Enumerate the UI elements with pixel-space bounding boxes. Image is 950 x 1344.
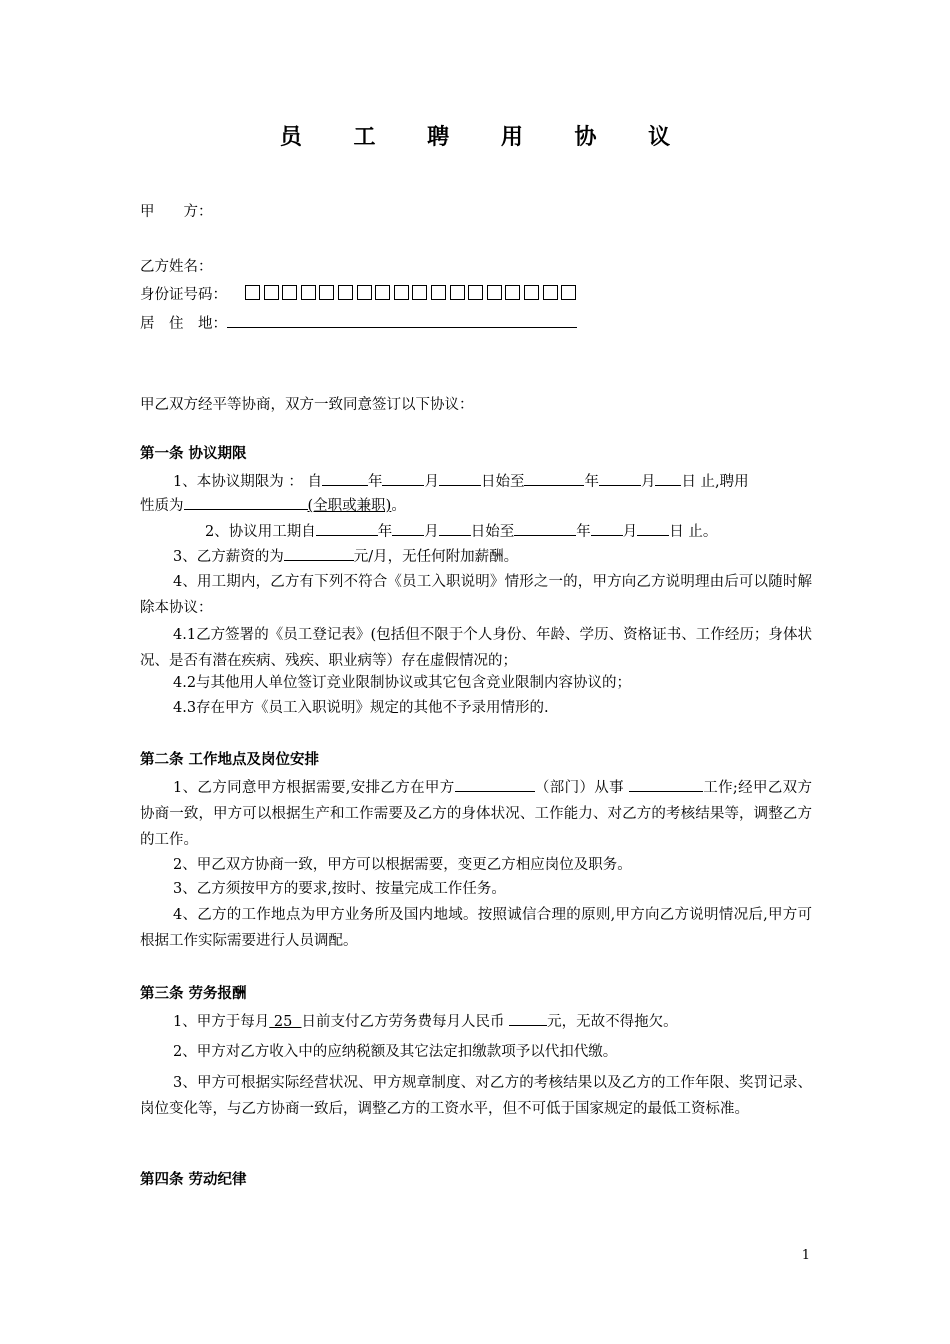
blank-job (629, 776, 703, 792)
id-digit-box (301, 285, 316, 300)
article2-p2: 2、甲乙双方协商一致，甲方可以根据需要，变更乙方相应岗位及职务。 (173, 857, 632, 873)
department-label: （部门）从事 (534, 780, 624, 796)
article3-heading: 第三条 劳务报酬 (140, 985, 247, 1002)
id-digit-box (543, 285, 558, 300)
party-a-field (140, 200, 820, 224)
id-digit-box (431, 285, 446, 300)
id-digit-box (394, 285, 409, 300)
article3-p1-end: 元，无故不得拖欠。 (547, 1014, 678, 1030)
label-year: 年 (377, 524, 393, 540)
article4-heading: 第四条 劳动纪律 (140, 1171, 247, 1188)
blank-start-year (322, 470, 368, 486)
address-blank (227, 312, 577, 328)
label-year: 年 (367, 474, 383, 490)
id-digit-box (338, 285, 353, 300)
id-number-label: 身份证号码： (140, 287, 227, 303)
article2-p3: 3、乙方须按甲方的要求,按时、按量完成工作任务。 (173, 881, 506, 897)
id-digit-box (505, 285, 520, 300)
article1-p4: 4、用工期内，乙方有下列不符合《员工入职说明》情形之一的，甲方向乙方说明理由后可以随时解除本协议： (140, 574, 812, 616)
id-digit-box (245, 285, 260, 300)
nature-label: 性质为 (140, 498, 184, 514)
article1-heading: 第一条 协议期限 (140, 445, 247, 462)
article1-p4-1: 4.1乙方签署的《员工登记表》(包括但不限于个人身份、年龄、学历、资格证书、工作经历；身体状况、是否有潜在疾病、残疾、职业病等）存在虚假情况的； (140, 627, 812, 669)
article1-p1-text: 1、本协议期限为 ： 自 (173, 474, 322, 490)
pay-day: 25 (269, 1014, 302, 1030)
nature-hint: (全职或兼职) (307, 498, 392, 514)
article1-p3 (173, 545, 853, 569)
blank-trial-end-month (591, 520, 623, 536)
id-digit-box (524, 285, 539, 300)
article3-p2: 2、甲方对乙方收入中的应纳税额及其它法定扣缴款项予以代扣代缴。 (173, 1044, 618, 1060)
blank-end-day (655, 470, 681, 486)
party-a-label: 甲 方： (140, 204, 213, 220)
address-field (140, 312, 820, 336)
article3-p1-text: 1、甲方于每月 (173, 1014, 270, 1030)
article3-p3: 3、甲方可根据实际经营状况、甲方规章制度、对乙方的考核结果以及乙方的工作年限、奖罚记录、岗位变化等，与乙方协商一致后，调整乙方的工资水平，但不可低于国家规定的最低工资标准。 (140, 1075, 812, 1117)
id-digit-box (375, 285, 390, 300)
blank-trial-start-month (392, 520, 424, 536)
label-end: 日 止,聘用 (681, 474, 749, 490)
document-title: 员 工 聘 用 协 议 (279, 124, 693, 150)
article2-p1 (140, 775, 812, 853)
blank-amount (509, 1010, 547, 1026)
label-month2: 月 (640, 474, 656, 490)
party-b-name-field (140, 255, 820, 279)
id-digit-box (450, 285, 465, 300)
article3-p1 (173, 1010, 853, 1034)
article1-p2 (205, 520, 885, 544)
label-end: 日 止。 (669, 524, 718, 540)
article2-p1-text: 1、乙方同意甲方根据需要,安排乙方在甲方 (173, 780, 455, 796)
blank-trial-start-day (439, 520, 471, 536)
blank-trial-end-year (514, 520, 576, 536)
id-digit-box (282, 285, 297, 300)
blank-end-year (524, 470, 584, 486)
article2-p1-rest: 工作;经甲乙双方协商一致，甲方可以根据生产和工作需要及乙方的身体状况、工作能力、对乙方的考核结果等，调整乙方的工作。 (140, 780, 813, 848)
id-digit-box (319, 285, 334, 300)
address-label: 居 住 地： (140, 316, 227, 332)
id-digit-box (412, 285, 427, 300)
article1-p4-3: 4.3存在甲方《员工入职说明》规定的其他不予录用情形的. (173, 700, 549, 716)
label-year2: 年 (576, 524, 591, 540)
id-digit-box (468, 285, 483, 300)
blank-department (455, 776, 535, 792)
label-start: 日始至 (470, 524, 515, 540)
blank-start-month (382, 470, 424, 486)
id-digit-box (561, 285, 576, 300)
blank-end-month (599, 470, 641, 486)
blank-nature (184, 494, 308, 510)
salary-unit: 元/月，无任何附加薪酬。 (353, 549, 519, 565)
article1-p4-2: 4.2与其他用人单位签订竞业限制协议或其它包含竞业限制内容协议的； (173, 675, 632, 691)
label-month: 月 (424, 524, 439, 540)
article2-p4: 4、乙方的工作地点为甲方业务所及国内地域。按照诚信合理的原则,甲方向乙方说明情况后,甲方可根据工作实际需要进行人员调配。 (140, 907, 812, 949)
page-number: 1 (801, 1248, 810, 1263)
blank-salary (284, 545, 354, 561)
article1-p1-line2 (140, 494, 820, 518)
article1-p1-line1 (173, 470, 853, 494)
party-b-name-label: 乙方姓名： (140, 259, 213, 275)
blank-trial-end-day (637, 520, 669, 536)
article3-p1-mid: 日前支付乙方劳务费每月人民币 (301, 1014, 510, 1030)
label-year2: 年 (584, 474, 599, 490)
salary-label: 3、乙方薪资的为 (173, 549, 284, 565)
article1-p2-text: 2、协议用工期自 (205, 524, 316, 540)
id-number-boxes (245, 283, 580, 307)
label-month: 月 (424, 474, 439, 490)
article2-heading: 第二条 工作地点及岗位安排 (140, 751, 320, 768)
label-start: 日始至 (480, 474, 525, 490)
id-number-field (140, 283, 820, 307)
id-digit-box (487, 285, 502, 300)
blank-trial-start-year (316, 520, 378, 536)
id-digit-box (357, 285, 372, 300)
intro-text: 甲乙双方经平等协商，双方一致同意签订以下协议： (140, 397, 474, 413)
period-mark: 。 (391, 498, 406, 514)
label-month2: 月 (622, 524, 638, 540)
blank-start-day (439, 470, 481, 486)
id-digit-box (264, 285, 279, 300)
